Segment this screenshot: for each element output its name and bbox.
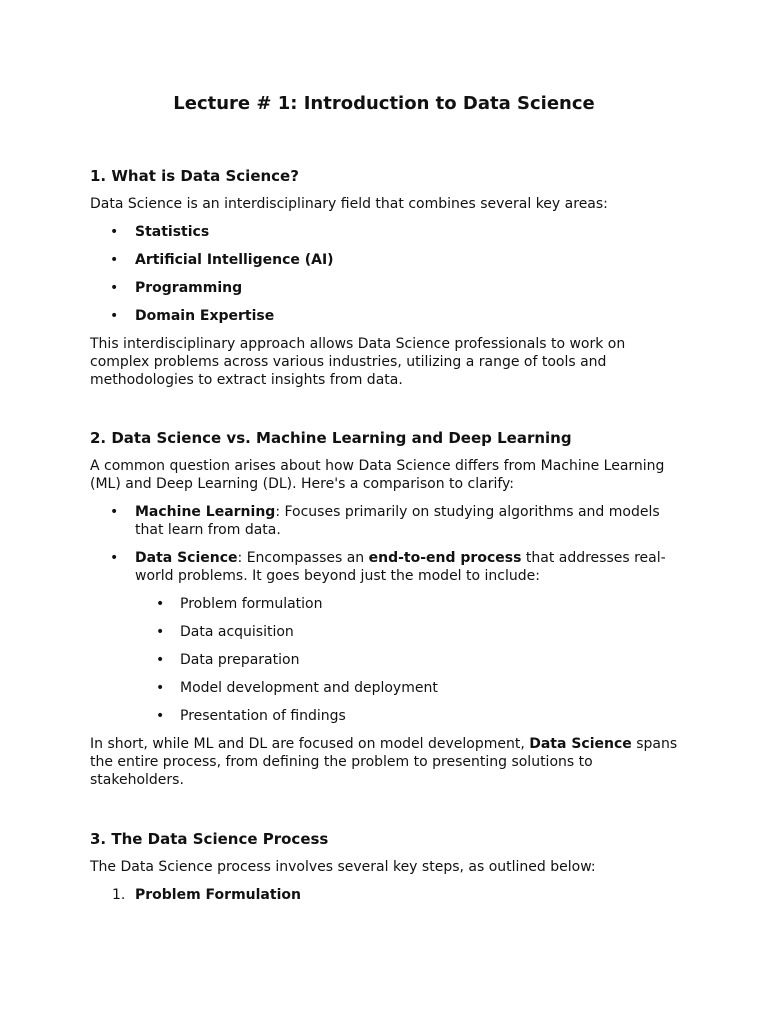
- paragraph: This interdisciplinary approach allows Data Science professionals to work on complex problems across various industries, utilizing a range of tools and methodologies to extract insights from data.: [90, 336, 626, 388]
- bullet-icon: •: [156, 652, 165, 668]
- process-steps-list: [90, 595, 680, 725]
- list-number: 1.: [112, 887, 126, 903]
- bullet-icon: •: [110, 224, 119, 240]
- list-item: • Artificial Intelligence (AI): [110, 252, 334, 268]
- bullet-icon: •: [110, 252, 119, 268]
- paragraph-summary: In short, while ML and DL are focused on model development, Data Science spans the entire process, from defining the problem to presenting solutions to stakeholders.: [90, 736, 678, 788]
- bullet-icon: •: [156, 680, 165, 696]
- list-item: 1. Problem Formulation: [112, 887, 301, 903]
- list-item: • Domain Expertise: [110, 308, 275, 324]
- bullet-icon: •: [110, 280, 119, 296]
- bullet-icon: •: [156, 596, 165, 612]
- list-item: • Programming: [110, 280, 243, 296]
- list-item: • Statistics: [110, 224, 210, 240]
- key-areas-list: [90, 223, 680, 325]
- bullet-icon: •: [156, 708, 165, 724]
- section-ds-vs-ml: [90, 428, 680, 789]
- list-item: • Model development and deployment: [156, 680, 438, 696]
- section-heading: 2. Data Science vs. Machine Learning and Deep Learning: [90, 429, 572, 447]
- section-ds-process: [90, 829, 680, 904]
- section-heading: 1. What is Data Science?: [90, 167, 299, 185]
- list-item-machine-learning: • Machine Learning: Focuses primarily on studying algorithms and models that learn from data.: [110, 504, 660, 538]
- page-title: Lecture # 1: Introduction to Data Science: [173, 93, 595, 114]
- list-item: • Problem formulation: [156, 596, 323, 612]
- section-what-is-data-science: [90, 166, 680, 389]
- bullet-icon: •: [156, 624, 165, 640]
- paragraph: Data Science is an interdisciplinary field that combines several key areas:: [90, 196, 608, 212]
- bullet-icon: •: [110, 308, 119, 324]
- paragraph: The Data Science process involves several key steps, as outlined below:: [90, 859, 596, 875]
- list-item-data-science: • Data Science: Encompasses an end-to-end process that addresses real-world problems. It goes beyond just the model to include:: [110, 550, 666, 584]
- list-item: • Presentation of findings: [156, 708, 346, 724]
- list-item: • Data preparation: [156, 652, 300, 668]
- bullet-icon: •: [110, 504, 119, 520]
- list-item: • Data acquisition: [156, 624, 294, 640]
- paragraph: A common question arises about how Data Science differs from Machine Learning (ML) and Deep Learning (DL). Here's a comparison to clarify:: [90, 458, 665, 492]
- section-heading: 3. The Data Science Process: [90, 830, 329, 848]
- process-list: [90, 886, 680, 904]
- bullet-icon: •: [110, 550, 119, 566]
- comparison-list: [90, 503, 680, 585]
